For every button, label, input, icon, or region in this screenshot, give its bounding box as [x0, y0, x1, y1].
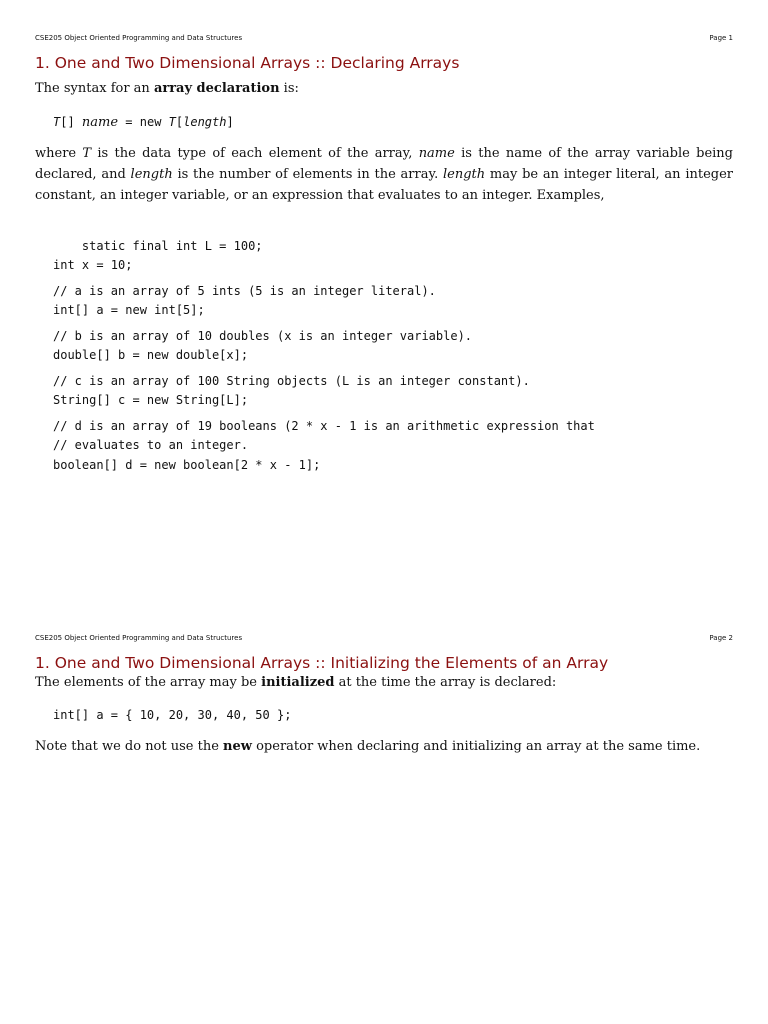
code-line: static final int L = 100; — [81, 238, 263, 253]
description-paragraph: where T is the data type of each element of the array, name is the name of the array variable being declared, and length is the number of elements in the array. length may be an integer literal, an integer constant, an integer variable, or an expression that evaluates to an integer. Examples, — [35, 146, 733, 203]
code-line: boolean[] d = new boolean[2 * x - 1]; — [53, 457, 321, 472]
code-line: int[] a = { 10, 20, 30, 40, 50 }; — [53, 708, 292, 722]
code-line: // b is an array of 10 doubles (x is an integer variable). — [53, 328, 473, 343]
running-header — [35, 634, 733, 642]
term-array-declaration: array declaration — [153, 81, 280, 96]
code-line: // c is an array of 100 String objects (L is an integer constant). — [53, 373, 530, 388]
code-line: double[] b = new double[x]; — [53, 348, 249, 362]
code-line: int[] a = new int[5]; — [53, 303, 205, 317]
syntax-line: T[] name = new T[length] — [53, 115, 234, 130]
code-examples — [53, 217, 595, 495]
slide-title: 1. One and Two Dimensional Arrays :: Declaring Arrays — [35, 54, 460, 72]
code-line: // a is an array of 5 ints (5 is an integer literal). — [53, 283, 436, 298]
page-number: Page 1 — [709, 34, 733, 42]
slide-title: 1. One and Two Dimensional Arrays :: Initializing the Elements of an Array — [35, 654, 609, 672]
course-title: CSE205 Object Oriented Programming and Data Structures — [35, 634, 243, 642]
page-number: Page 2 — [709, 634, 733, 642]
note-paragraph: Note that we do not use the new operator when declaring and initializing an array at the same time. — [35, 739, 701, 754]
intro-paragraph: The elements of the array may be initialized at the time the array is declared: — [35, 675, 557, 690]
running-header — [35, 34, 733, 42]
intro-paragraph: The syntax for an array declaration is: — [35, 81, 299, 96]
term-new: new — [223, 739, 252, 754]
term-initialized: initialized — [261, 675, 335, 690]
code-line: String[] c = new String[L]; — [53, 393, 249, 407]
code-line: // d is an array of 19 booleans (2 * x - 1 is an arithmetic expression that — [53, 418, 595, 433]
code-line: // evaluates to an integer. — [53, 438, 249, 452]
code-example — [53, 706, 291, 726]
code-line: int x = 10; — [53, 258, 133, 272]
slide-page-2 — [0, 600, 768, 1024]
course-title: CSE205 Object Oriented Programming and Data Structures — [35, 34, 243, 42]
